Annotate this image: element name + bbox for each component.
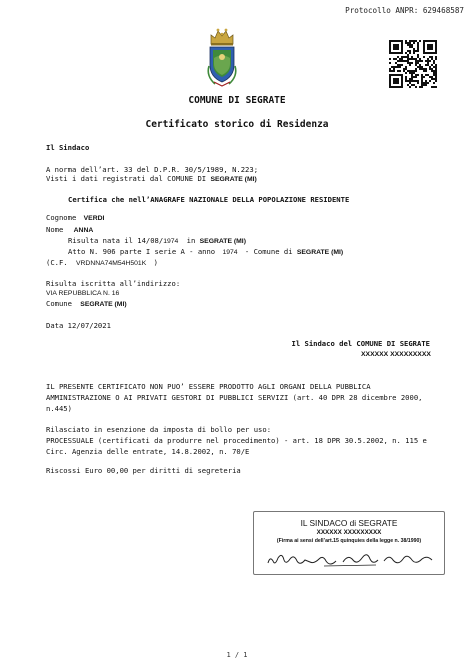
via-value: VIA REPUBBLICA N. 16: [46, 290, 120, 297]
nata-prefix: Risulta nata il 14/08/: [68, 236, 164, 245]
comune-title: COMUNE DI SEGRATE: [188, 95, 286, 106]
cf-row: [46, 258, 158, 268]
sindaco-name: XXXXXX XXXXXXXXX: [361, 351, 431, 358]
norma-line: A norma dell’art. 33 del D.P.R. 30/5/1989, N.223;: [46, 165, 259, 174]
atto-place: SEGRATE (MI): [296, 249, 344, 256]
nome-value: ANNA: [73, 227, 94, 234]
bollo-line-3: Circ. Agenzia delle entrate, 14.8.2002, n. 70/E: [46, 447, 250, 456]
cognome-row: [46, 213, 104, 223]
sindaco-comune: Il Sindaco del COMUNE DI SEGRATE: [291, 339, 430, 348]
nata-year: 1974: [163, 238, 179, 245]
nata-in: in: [186, 236, 196, 245]
visti-comune: SEGRATE (MI): [210, 176, 257, 183]
diritti-line: Riscossi Euro 00,00 per diritti di segreteria: [46, 466, 241, 475]
bollo-line-2: PROCESSUALE (certificati da produrre nel procedimento) - art. 18 DPR 30.5.2002, n. 115 e: [46, 436, 427, 445]
comune-row: [46, 299, 127, 309]
iscritta-line: Risulta iscritta all’indirizzo:: [46, 279, 181, 288]
note-line-3: n.445): [46, 404, 72, 413]
protocol-number: Protocollo ANPR: 629468587: [345, 6, 464, 15]
cognome-value: VERDI: [83, 215, 105, 222]
comune-label: Comune: [46, 299, 72, 308]
stamp-name: XXXXXX XXXXXXXXX: [316, 529, 382, 536]
cognome-label: Cognome: [46, 213, 77, 222]
cf-suffix: ): [153, 258, 158, 267]
stamp-title: IL SINDACO di SEGRATE: [300, 518, 398, 528]
atto-year: 1974: [222, 249, 238, 256]
atto-comune: - Comune di: [244, 247, 293, 256]
atto-text: Atto N. 906 parte I serie A - anno: [68, 247, 216, 256]
comune-value: SEGRATE (MI): [80, 301, 127, 308]
note-line-2: AMMINISTRAZIONE O AI PRIVATI GESTORI DI PUBBLICI SERVIZI (art. 40 DPR 28 dicembre 2000,: [46, 393, 423, 402]
nata-place: SEGRATE (MI): [199, 238, 246, 245]
nome-label: Nome: [46, 225, 64, 234]
nome-row: [46, 225, 93, 235]
visti-line: [46, 174, 257, 184]
stamp-note: (Firma ai sensi dell’art.15 quinquies della legge n. 38/1990): [276, 538, 422, 544]
visti-text: Visti i dati registrati dal COMUNE DI: [46, 174, 207, 183]
bollo-line-1: Rilasciato in esenzione da imposta di bollo per uso:: [46, 425, 272, 434]
qr-code-icon: [389, 40, 437, 88]
nascita-row: [68, 236, 246, 246]
handwritten-signature: [264, 546, 436, 570]
atto-row: [68, 247, 343, 257]
sindaco-label: Il Sindaco: [46, 143, 90, 152]
cf-prefix: (C.F.: [46, 258, 68, 267]
note-line-1: IL PRESENTE CERTIFICATO NON PUO’ ESSERE PRODOTTO AGLI ORGANI DELLA PUBBLICA: [46, 382, 371, 391]
signature-stamp: [253, 511, 445, 575]
coat-of-arms-icon: [205, 24, 239, 88]
cf-value: VRDNNA74M54H501K: [75, 260, 147, 267]
certifica-line: Certifica che nell’ANAGRAFE NAZIONALE DELLA POPOLAZIONE RESIDENTE: [68, 195, 350, 204]
certificate-title: Certificato storico di Residenza: [145, 119, 329, 130]
data-line: Data 12/07/2021: [46, 321, 111, 330]
page-number: 1 / 1: [226, 651, 248, 659]
